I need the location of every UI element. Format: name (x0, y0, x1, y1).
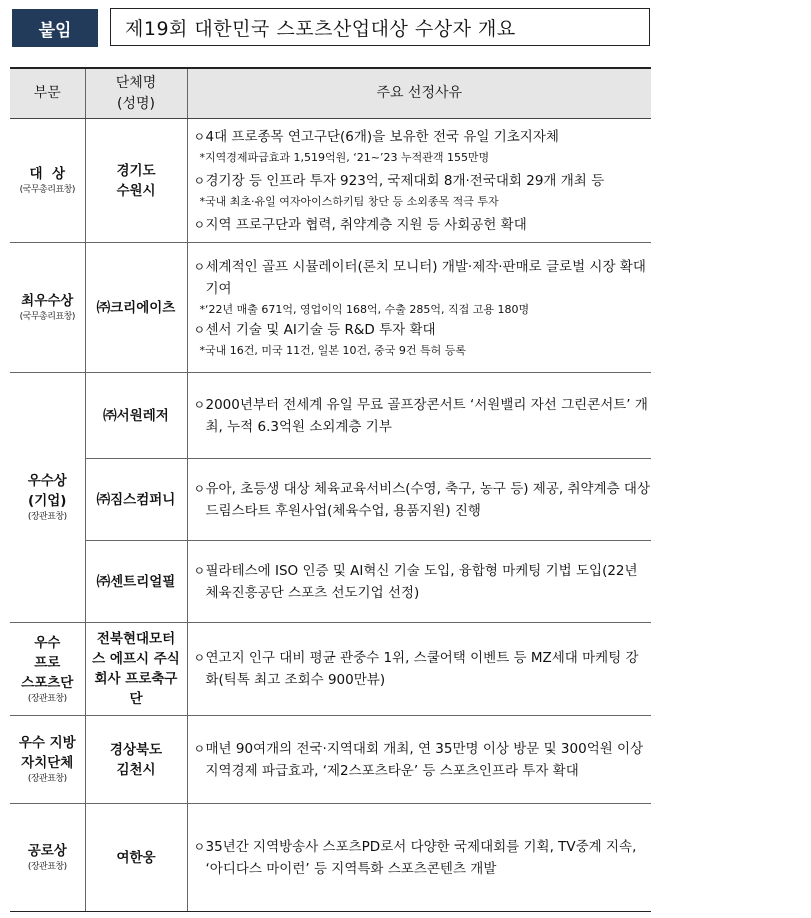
org-cell (85, 459, 187, 541)
org-cell (85, 804, 187, 912)
reason-cell (187, 459, 651, 541)
reason-note: *국내 최초·유일 여자아이스하키팀 창단 등 소외종목 적극 투자 (199, 194, 499, 208)
bullet-icon: ㅇ (193, 217, 206, 232)
reason-item (194, 738, 652, 782)
category-label-2: (기업) (28, 493, 67, 509)
table-row (10, 716, 651, 804)
bullet-icon: ㅇ (193, 839, 206, 854)
category-sub: (장관표창) (27, 862, 67, 872)
category-label: 우수상 (27, 473, 67, 489)
org-line: 수원시 (116, 182, 156, 199)
org-line: 김천시 (116, 761, 156, 778)
category-sub: (국무총리표창) (19, 185, 75, 195)
reason-note: *국내 16건, 미국 11건, 일본 10건, 중국 9건 특허 등록 (199, 343, 466, 357)
org-cell (85, 623, 187, 716)
award-table (10, 67, 651, 912)
org-cell (85, 541, 187, 623)
category-cell (10, 716, 85, 804)
category-label: 프로 (34, 654, 61, 671)
table-header-row (10, 68, 651, 119)
org-line: ㈜크리에이츠 (96, 299, 176, 316)
reason-text: 2000년부터 전세계 유일 무료 골프장콘서트 ‘서원밸리 자선 그린콘서트’ 개최, 누적 6.3억원 소외계층 기부 (205, 396, 648, 435)
bullet-icon: ㅇ (193, 259, 206, 274)
org-line: ㈜짐스컴퍼니 (96, 491, 176, 508)
category-sub: (국무총리표창) (19, 312, 75, 322)
category-cell (10, 804, 85, 912)
attachment-tag: 붙임 (12, 9, 98, 47)
reason-cell (187, 119, 651, 243)
col-header-reason: 주요 선정사유 (187, 68, 651, 119)
reason-note: *지역경제파급효과 1,519억원, ‘21~’23 누적관객 155만명 (199, 150, 490, 164)
reason-item (194, 256, 652, 300)
reason-cell (187, 623, 651, 716)
reason-item (194, 394, 652, 438)
category-label: 우수 지방 (18, 735, 76, 751)
bullet-icon: ㅇ (193, 173, 206, 188)
category-cell (10, 119, 85, 243)
table-row (10, 373, 651, 459)
reason-item (194, 170, 652, 192)
reason-cell (187, 716, 651, 804)
table-row (10, 459, 651, 541)
category-cell (10, 243, 85, 373)
col-header-org (85, 68, 187, 119)
reason-text: 필라테스에 ISO 인증 및 AI혁신 기술 도입, 융합형 마케팅 기법 도입(22년 체육진흥공단 스포츠 선도기업 선정) (205, 562, 638, 601)
reason-cell (187, 243, 651, 373)
category-label: 공로상 (27, 843, 67, 859)
reason-cell (187, 804, 651, 912)
org-cell (85, 373, 187, 459)
table-row (10, 623, 651, 716)
org-cell (85, 716, 187, 804)
org-line: 경상북도 (109, 741, 163, 758)
reason-text: 경기장 등 인프라 투자 923억, 국제대회 8개·전국대회 29개 개최 등 (205, 172, 605, 189)
col-header-category: 부문 (10, 68, 85, 119)
bullet-icon: ㅇ (193, 741, 206, 756)
reason-text: 센서 기술 및 AI기술 등 R&D 투자 확대 (205, 321, 436, 338)
reason-text: 세계적인 골프 시뮬레이터(론치 모니터) 개발·제작·판매로 글로벌 시장 확대 기여 (205, 258, 646, 297)
org-line: 단 (129, 691, 143, 707)
reason-item (194, 560, 652, 604)
category-label: 우수 (34, 634, 61, 651)
org-cell (85, 119, 187, 243)
org-line: ㈜센트리얼필 (96, 573, 176, 590)
reason-item (194, 126, 652, 148)
reason-item (194, 478, 652, 522)
category-label: 최우수상 (21, 293, 74, 309)
col-header-org-line2: (성명) (117, 95, 155, 112)
reason-text: 유아, 초등생 대상 체육교육서비스(수영, 축구, 농구 등) 제공, 취약계층 대상 드림스타트 후원사업(체육수업, 용품지원) 진행 (205, 480, 651, 519)
reason-text: 매년 90여개의 전국·지역대회 개최, 연 35만명 이상 방문 및 300억원 이상 지역경제 파급효과, ‘제2스포츠타운’ 등 스포츠인프라 투자 확대 (205, 740, 644, 779)
org-line: 여한웅 (116, 849, 156, 866)
category-label: 대 상 (29, 166, 65, 182)
category-sub: (장관표창) (27, 693, 67, 704)
bullet-icon: ㅇ (193, 481, 206, 496)
reason-item (194, 214, 652, 236)
org-line: 경기도 (116, 162, 156, 179)
reason-cell (187, 373, 651, 459)
reason-item (194, 647, 652, 691)
reason-cell (187, 541, 651, 623)
bullet-icon: ㅇ (193, 563, 206, 578)
reason-text: 4대 프로종목 연고구단(6개)을 보유한 전국 유일 기초지자체 (205, 128, 559, 145)
col-header-org-line1: 단체명 (115, 74, 157, 91)
page-title: 제19회 대한민국 스포츠산업대상 수상자 개요 (110, 8, 650, 46)
org-line: 회사 프로축구 (94, 671, 178, 687)
table-row (10, 119, 651, 243)
bullet-icon: ㅇ (193, 397, 206, 412)
bullet-icon: ㅇ (193, 322, 206, 337)
category-sub: (장관표창) (27, 774, 67, 784)
org-line: 전북현대모터 (96, 631, 176, 647)
category-cell (10, 373, 85, 623)
org-line: ㈜서원레저 (103, 407, 169, 424)
category-label: 스포츠단 (21, 674, 74, 691)
org-line: 스 에프시 주식 (92, 651, 180, 667)
reason-item (194, 319, 652, 341)
bullet-icon: ㅇ (193, 129, 206, 144)
table-row (10, 804, 651, 912)
table-row (10, 541, 651, 623)
table-row (10, 243, 651, 373)
category-cell (10, 623, 85, 716)
reason-text: 연고지 인구 대비 평균 관중수 1위, 스쿨어택 이벤트 등 MZ세대 마케팅 강화(틱톡 최고 조회수 900만뷰) (205, 650, 639, 688)
category-label: 자치단체 (21, 755, 74, 771)
bullet-icon: ㅇ (193, 651, 206, 665)
category-sub: (장관표창) (27, 512, 67, 522)
reason-text: 35년간 지역방송사 스포츠PD로서 다양한 국제대회를 기획, TV중계 지속, ‘아디다스 마이런’ 등 지역특화 스포츠콘텐츠 개발 (205, 838, 637, 877)
reason-text: 지역 프로구단과 협력, 취약계층 지원 등 사회공헌 확대 (205, 216, 527, 233)
reason-item (194, 836, 652, 880)
reason-note: *‘22년 매출 671억, 영업이익 168억, 수출 285억, 직접 고용 180명 (199, 302, 530, 316)
org-cell (85, 243, 187, 373)
